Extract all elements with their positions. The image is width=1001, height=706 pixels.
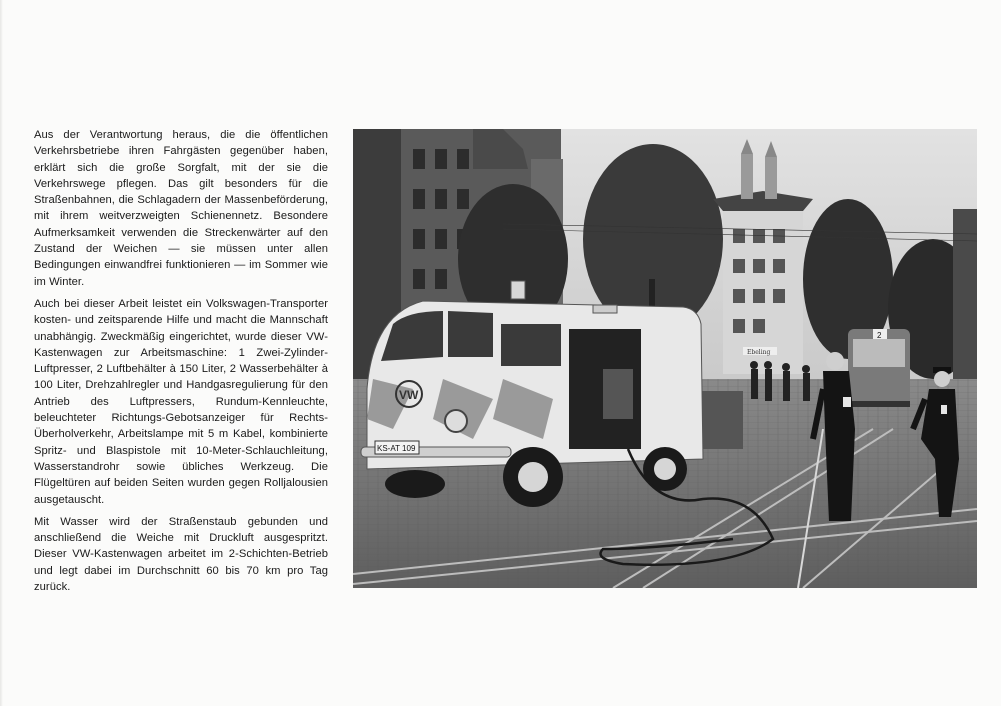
paragraph-2: Auch bei dieser Arbeit leistet ein Volkswagen-Transporter kosten- und zeitsparende Hilfe und macht die Mannschaft unabhängig. Zweckmäßig eingerichtet, wurde dieser VW-Kastenwagen zur Arbeitsmaschine: 1 Zwei-Zylinder-Luftpresser, 2 Luftbehälter à 150 Liter, 2 Wasserbehälter à 100 Liter, Drehzahlregler und Handgasregulierung für den Antrieb des Luftpressers, Rundum-Kennleuchte, beleuchteter Richtungs-Gebotsanzeiger für Rechts-Überholverkehr, Arbeitslampe mit 5 m Kabel, kombinierte Spritz- und Blaspistole mit 10-Meter-Schlauchleitung, Wasserstandrohr sowie übliches Werkzeug. Die Flügeltüren auf beiden Seiten wurden gegen Rolljalousien ausgetauscht. bbox=[34, 297, 328, 506]
vw-transporter bbox=[361, 281, 703, 507]
shop-sign: Ebeling bbox=[747, 349, 771, 356]
photo-illustration bbox=[353, 129, 977, 588]
license-plate: KS-AT 109 bbox=[377, 444, 416, 453]
tram bbox=[848, 329, 910, 407]
svg-text:VW: VW bbox=[399, 388, 419, 402]
trailer bbox=[699, 391, 743, 449]
paragraph-3: Mit Wasser wird der Straßenstaub gebunden und anschließend die Weiche mit Druckluft ausgespritzt. Dieser VW-Kastenwagen arbeitet im 2-Schichten-Betrieb und legt dabei im Durchschnitt 60 bis 70 km pro Tag zurück. bbox=[34, 515, 328, 594]
page-crease bbox=[0, 0, 3, 706]
tram-number: 2 bbox=[877, 331, 882, 340]
article-text bbox=[34, 127, 328, 601]
paragraph-1: Aus der Verantwortung heraus, die die öffentlichen Verkehrsbetriebe ihren Fahrgästen gegenüber haben, erklärt sich die große Sorgfalt, mit der sie die Verkehrswege pflegen. Das gilt besonders für die Straßenbahnen, die Schlagadern der Massenbeförderung, mit ihrem weitverzweigten Schienennetz. Besondere Aufmerksamkeit verwenden die Streckenwärter auf den Zustand der Weichen — sie müssen unter allen Bedingungen einwandfrei funktionieren — im Sommer wie im Winter. bbox=[34, 129, 328, 288]
vw-transporter-photo bbox=[353, 129, 977, 588]
